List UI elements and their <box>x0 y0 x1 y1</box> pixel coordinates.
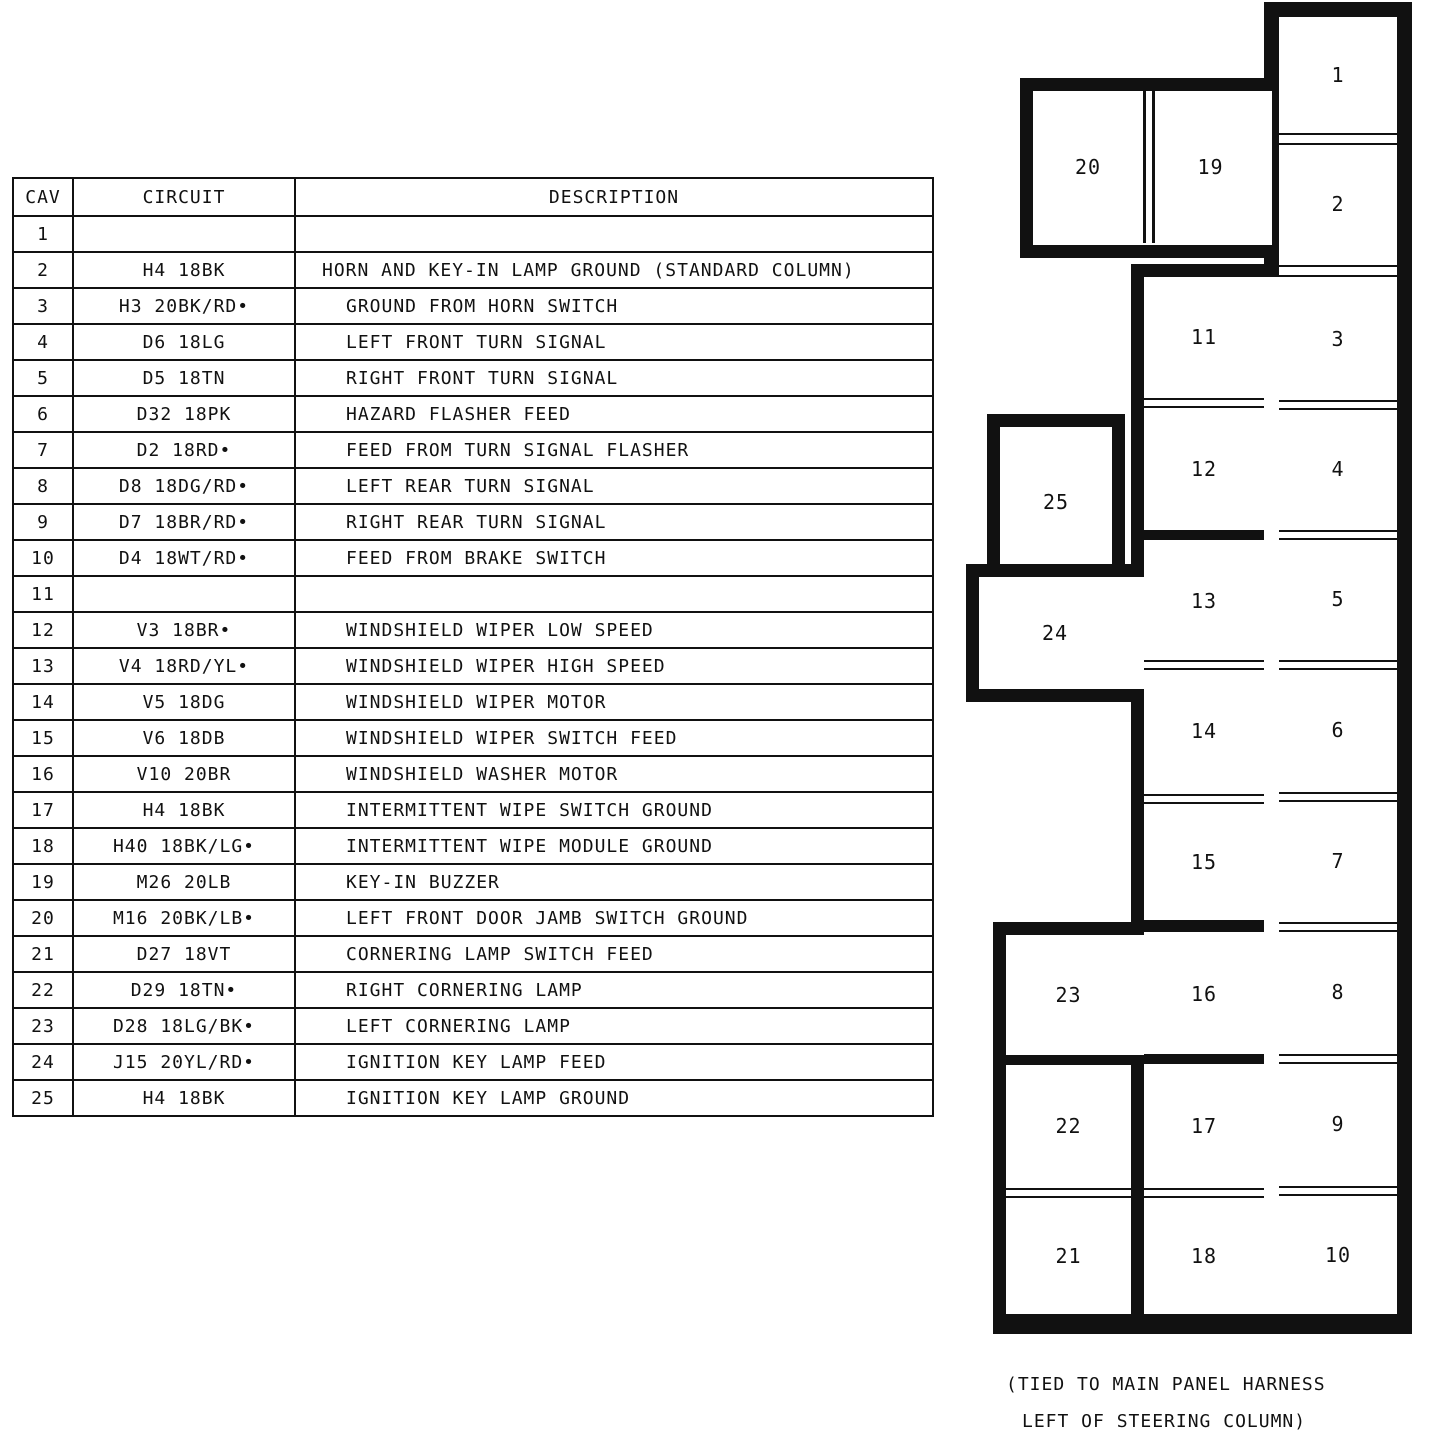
description-cell: HORN AND KEY-IN LAMP GROUND (STANDARD COLUMN) <box>295 252 933 288</box>
cavity-divider <box>1152 91 1155 243</box>
cav-cell: 19 <box>13 864 73 900</box>
cav-cell: 24 <box>13 1044 73 1080</box>
cavity-15: 15 <box>1144 804 1264 920</box>
table-row <box>13 936 933 972</box>
cavity-divider <box>1279 133 1397 145</box>
cav-cell: 4 <box>13 324 73 360</box>
cavity-divider <box>1279 1186 1397 1196</box>
circuit-cell: J15 20YL/RD• <box>73 1044 295 1080</box>
cav-cell: 21 <box>13 936 73 972</box>
cav-cell: 2 <box>13 252 73 288</box>
cavity-1: 1 <box>1279 17 1397 132</box>
connector-caption <box>1006 1366 1326 1440</box>
cavity-divider <box>1006 1055 1131 1065</box>
cavity-13: 13 <box>1144 542 1264 660</box>
description-cell: RIGHT REAR TURN SIGNAL <box>295 504 933 540</box>
table-row <box>13 612 933 648</box>
cav-cell: 14 <box>13 684 73 720</box>
circuit-cell: D6 18LG <box>73 324 295 360</box>
table-row <box>13 648 933 684</box>
cav-cell: 9 <box>13 504 73 540</box>
cav-cell: 11 <box>13 576 73 612</box>
circuit-cell: V5 18DG <box>73 684 295 720</box>
cav-cell: 20 <box>13 900 73 936</box>
cavity-divider <box>1144 530 1264 540</box>
description-cell: RIGHT CORNERING LAMP <box>295 972 933 1008</box>
description-cell: KEY-IN BUZZER <box>295 864 933 900</box>
table-row <box>13 864 933 900</box>
circuit-cell: H4 18BK <box>73 252 295 288</box>
cavity-9: 9 <box>1279 1064 1397 1184</box>
cavity-divider <box>1144 660 1264 670</box>
table-row <box>13 1008 933 1044</box>
cavity-table <box>12 177 934 1117</box>
cav-cell: 23 <box>13 1008 73 1044</box>
connector-bottom-edge <box>993 1314 1412 1334</box>
circuit-cell: H3 20BK/RD• <box>73 288 295 324</box>
description-cell: GROUND FROM HORN SWITCH <box>295 288 933 324</box>
cavity-divider <box>1279 400 1397 410</box>
header-cav: CAV <box>13 178 73 216</box>
header-description: DESCRIPTION <box>295 178 933 216</box>
cavity-18: 18 <box>1144 1198 1264 1314</box>
cav-cell: 16 <box>13 756 73 792</box>
cav-cell: 18 <box>13 828 73 864</box>
circuit-cell: D29 18TN• <box>73 972 295 1008</box>
cav-cell: 7 <box>13 432 73 468</box>
cavity-16: 16 <box>1144 934 1264 1054</box>
table-row <box>13 288 933 324</box>
circuit-cell: D28 18LG/BK• <box>73 1008 295 1044</box>
cavity-divider <box>1279 1054 1397 1064</box>
cavity-divider <box>1279 530 1397 540</box>
table-row <box>13 360 933 396</box>
cavity-5: 5 <box>1279 540 1397 658</box>
cav-cell: 1 <box>13 216 73 252</box>
circuit-cell: V3 18BR• <box>73 612 295 648</box>
cav-cell: 12 <box>13 612 73 648</box>
table-row <box>13 720 933 756</box>
description-cell: WINDSHIELD WIPER LOW SPEED <box>295 612 933 648</box>
cavity-23: 23 <box>1006 935 1131 1055</box>
table-row <box>13 540 933 576</box>
caption-line-1: (TIED TO MAIN PANEL HARNESS <box>1006 1374 1326 1395</box>
cavity-divider <box>1279 660 1397 670</box>
description-cell: WINDSHIELD WASHER MOTOR <box>295 756 933 792</box>
table-row <box>13 756 933 792</box>
cav-cell: 8 <box>13 468 73 504</box>
description-cell: FEED FROM BRAKE SWITCH <box>295 540 933 576</box>
circuit-cell <box>73 576 295 612</box>
connector-inner-wall <box>1131 1055 1144 1315</box>
cav-cell: 5 <box>13 360 73 396</box>
table-row <box>13 576 933 612</box>
circuit-cell: M16 20BK/LB• <box>73 900 295 936</box>
table-row <box>13 828 933 864</box>
cavity-8: 8 <box>1279 932 1397 1052</box>
description-cell: LEFT CORNERING LAMP <box>295 1008 933 1044</box>
description-cell: WINDSHIELD WIPER HIGH SPEED <box>295 648 933 684</box>
cavity-divider <box>1144 1054 1264 1064</box>
table-row <box>13 432 933 468</box>
table-row <box>13 468 933 504</box>
cavity-21: 21 <box>1006 1198 1131 1314</box>
cavity-12: 12 <box>1144 408 1264 530</box>
cavity-6: 6 <box>1279 670 1397 790</box>
table-row <box>13 324 933 360</box>
cavity-11: 11 <box>1144 277 1264 397</box>
cavity-7: 7 <box>1279 802 1397 920</box>
description-cell: IGNITION KEY LAMP FEED <box>295 1044 933 1080</box>
caption-line-2: LEFT OF STEERING COLUMN) <box>1022 1411 1307 1432</box>
circuit-cell: D32 18PK <box>73 396 295 432</box>
description-cell: CORNERING LAMP SWITCH FEED <box>295 936 933 972</box>
description-cell: WINDSHIELD WIPER SWITCH FEED <box>295 720 933 756</box>
cavity-divider <box>1006 1188 1131 1198</box>
cavity-20: 20 <box>1033 91 1143 243</box>
circuit-cell: D4 18WT/RD• <box>73 540 295 576</box>
header-circuit: CIRCUIT <box>73 178 295 216</box>
description-cell <box>295 216 933 252</box>
cavity-17: 17 <box>1144 1066 1264 1186</box>
cavity-divider <box>1144 398 1264 408</box>
cavity-22: 22 <box>1006 1066 1131 1186</box>
cavity-divider <box>1279 792 1397 802</box>
cav-cell: 15 <box>13 720 73 756</box>
description-cell: LEFT FRONT DOOR JAMB SWITCH GROUND <box>295 900 933 936</box>
cavity-14: 14 <box>1144 670 1264 792</box>
description-cell: FEED FROM TURN SIGNAL FLASHER <box>295 432 933 468</box>
cavity-24: 24 <box>979 577 1131 689</box>
cavity-25: 25 <box>1000 427 1112 577</box>
description-cell: HAZARD FLASHER FEED <box>295 396 933 432</box>
table-row <box>13 900 933 936</box>
table-row <box>13 504 933 540</box>
circuit-cell: D7 18BR/RD• <box>73 504 295 540</box>
cavity-divider <box>1143 91 1146 243</box>
cav-cell: 3 <box>13 288 73 324</box>
cavity-3: 3 <box>1279 279 1397 399</box>
description-cell: LEFT FRONT TURN SIGNAL <box>295 324 933 360</box>
description-cell: INTERMITTENT WIPE MODULE GROUND <box>295 828 933 864</box>
cav-cell: 22 <box>13 972 73 1008</box>
description-cell <box>295 576 933 612</box>
circuit-cell <box>73 216 295 252</box>
cav-cell: 10 <box>13 540 73 576</box>
cav-cell: 6 <box>13 396 73 432</box>
table-row <box>13 216 933 252</box>
table-row <box>13 252 933 288</box>
table-header-row <box>13 178 933 216</box>
circuit-cell: H4 18BK <box>73 1080 295 1116</box>
circuit-cell: V6 18DB <box>73 720 295 756</box>
table-row <box>13 1080 933 1116</box>
table-row <box>13 972 933 1008</box>
table-row <box>13 684 933 720</box>
cavity-divider <box>1144 794 1264 804</box>
cavity-divider <box>1144 920 1264 932</box>
table-row <box>13 792 933 828</box>
description-cell: RIGHT FRONT TURN SIGNAL <box>295 360 933 396</box>
cavity-divider <box>1144 1188 1264 1198</box>
circuit-cell: V10 20BR <box>73 756 295 792</box>
cavity-divider <box>1279 922 1397 932</box>
cavity-2: 2 <box>1279 145 1397 263</box>
circuit-cell: D5 18TN <box>73 360 295 396</box>
cavity-4: 4 <box>1279 410 1397 528</box>
description-cell: LEFT REAR TURN SIGNAL <box>295 468 933 504</box>
circuit-cell: D27 18VT <box>73 936 295 972</box>
cavity-divider <box>1279 265 1397 277</box>
circuit-cell: D8 18DG/RD• <box>73 468 295 504</box>
cav-cell: 13 <box>13 648 73 684</box>
circuit-cell: H40 18BK/LG• <box>73 828 295 864</box>
table-row <box>13 1044 933 1080</box>
circuit-cell: V4 18RD/YL• <box>73 648 295 684</box>
circuit-cell: H4 18BK <box>73 792 295 828</box>
circuit-cell: M26 20LB <box>73 864 295 900</box>
table-row <box>13 396 933 432</box>
description-cell: IGNITION KEY LAMP GROUND <box>295 1080 933 1116</box>
cav-cell: 25 <box>13 1080 73 1116</box>
description-cell: WINDSHIELD WIPER MOTOR <box>295 684 933 720</box>
circuit-cell: D2 18RD• <box>73 432 295 468</box>
cavity-10: 10 <box>1279 1196 1397 1314</box>
cav-cell: 17 <box>13 792 73 828</box>
description-cell: INTERMITTENT WIPE SWITCH GROUND <box>295 792 933 828</box>
cavity-19: 19 <box>1157 91 1264 243</box>
